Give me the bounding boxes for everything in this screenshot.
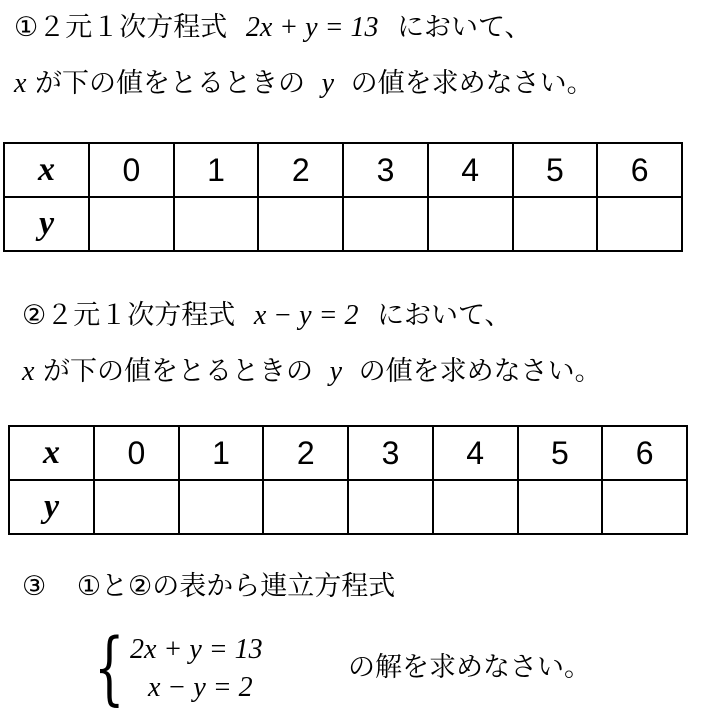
y-answer-cell[interactable]	[597, 197, 682, 251]
y-answer-cell[interactable]	[602, 480, 687, 534]
x-value-cell: 0	[89, 143, 174, 197]
x-value-cell: 2	[263, 426, 348, 480]
problem1-marker: ①	[14, 12, 39, 43]
row-label-y: y	[4, 197, 89, 251]
problem2-marker: ②	[22, 300, 47, 331]
y-answer-cell[interactable]	[343, 197, 428, 251]
x-value-cell: 5	[513, 143, 598, 197]
table-row	[9, 426, 687, 480]
problem1-line2	[14, 70, 594, 98]
y-answer-cell[interactable]	[179, 480, 264, 534]
problem2-intro: ２元１次方程式	[46, 300, 236, 331]
y-answer-cell[interactable]	[89, 197, 174, 251]
problem1-intro: ２元１次方程式	[38, 12, 228, 43]
x-value-cell: 1	[174, 143, 259, 197]
problem3-tail: の解を求めなさい。	[348, 652, 591, 683]
y-answer-cell[interactable]	[263, 480, 348, 534]
x-value-cell: 6	[602, 426, 687, 480]
problem1-equation: 2x + y = 13	[245, 12, 379, 43]
problem3-line1	[22, 573, 395, 600]
problem1-table	[3, 142, 683, 252]
y-answer-cell[interactable]	[428, 197, 513, 251]
problem2-var-x: x	[22, 356, 35, 387]
problem3-marker: ③	[22, 571, 47, 602]
y-answer-cell[interactable]	[518, 480, 603, 534]
table-row	[4, 197, 682, 251]
problem1-var-y: y	[321, 68, 335, 99]
table-row	[9, 480, 687, 534]
problem2-table	[8, 425, 688, 535]
problem2-var-y: y	[329, 356, 343, 387]
problem1-end: の値を求めなさい。	[350, 68, 594, 99]
row-label-x: x	[9, 426, 94, 480]
x-value-cell: 5	[518, 426, 603, 480]
problem3-text: ①と②の表から連立方程式	[76, 571, 396, 602]
problem2-mid: が下の値をとるときの	[43, 356, 314, 387]
system-equation-1: 2x + y = 13	[130, 634, 263, 665]
y-answer-cell[interactable]	[348, 480, 433, 534]
x-value-cell: 2	[258, 143, 343, 197]
problem2-equation: x − y = 2	[253, 300, 359, 331]
problem1-line1	[14, 14, 532, 42]
row-label-x: x	[4, 143, 89, 197]
problem2-after: において、	[377, 300, 512, 331]
x-value-cell: 3	[348, 426, 433, 480]
x-value-cell: 0	[94, 426, 179, 480]
problem1-after: において、	[397, 12, 532, 43]
problem2-line1	[22, 302, 512, 330]
x-value-cell: 4	[428, 143, 513, 197]
table-row	[4, 143, 682, 197]
y-answer-cell[interactable]	[433, 480, 518, 534]
system-equation-2: x − y = 2	[148, 672, 253, 703]
y-answer-cell[interactable]	[258, 197, 343, 251]
y-answer-cell[interactable]	[174, 197, 259, 251]
problem2-end: の値を求めなさい。	[358, 356, 602, 387]
x-value-cell: 3	[343, 143, 428, 197]
row-label-y: y	[9, 480, 94, 534]
y-answer-cell[interactable]	[513, 197, 598, 251]
y-answer-cell[interactable]	[94, 480, 179, 534]
problem2-line2	[22, 358, 602, 386]
problem1-mid: が下の値をとるときの	[35, 68, 306, 99]
problem1-var-x: x	[14, 68, 27, 99]
x-value-cell: 4	[433, 426, 518, 480]
x-value-cell: 6	[597, 143, 682, 197]
system-brace: {	[94, 621, 125, 714]
x-value-cell: 1	[179, 426, 264, 480]
